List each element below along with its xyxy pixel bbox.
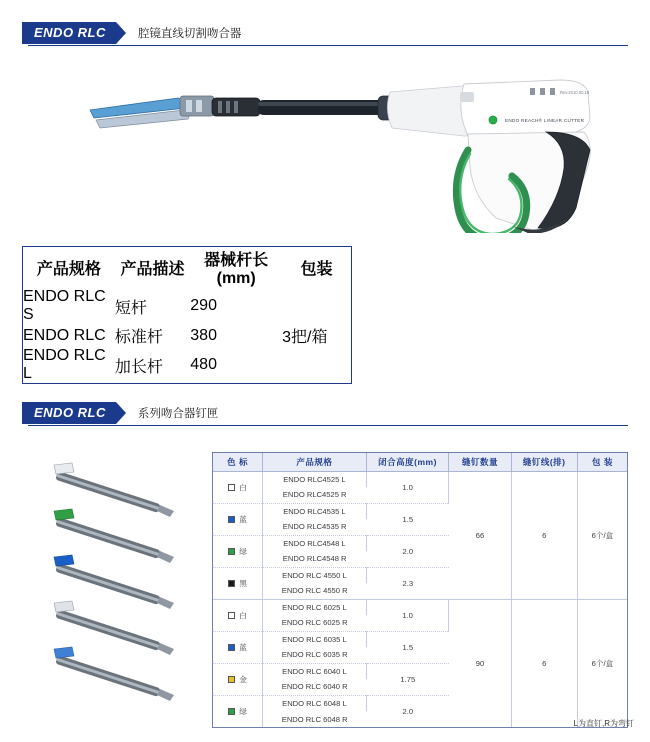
table-row: [213, 599, 627, 615]
cell-height: 1.75: [366, 663, 449, 695]
cell-model: ENDO RLC4535 R: [263, 519, 367, 535]
cell-model: ENDO RLC 6025 L: [263, 599, 367, 615]
stapler-svg: [60, 58, 620, 233]
cell-color: 蓝: [213, 503, 263, 535]
banner-divider-1: [28, 45, 628, 46]
color-swatch-green: [228, 708, 235, 715]
cell-model: ENDO RLC 4550 R: [263, 583, 367, 599]
col-shaft-length: 器械杆长(mm): [204, 252, 269, 287]
cell-model: ENDO RLC 6040 L: [263, 663, 367, 679]
col-product-spec: 产品规格: [263, 453, 367, 471]
cell-packaging: 6个/盒: [577, 471, 627, 599]
cartridge-table: [213, 453, 627, 727]
svg-text:Rev.2010.00.10: Rev.2010.00.10: [560, 90, 590, 95]
section-tag-1: ENDO RLC: [22, 22, 116, 44]
green-indicator-icon: [489, 116, 497, 124]
cell-model: ENDO RLC4525 L: [263, 471, 367, 487]
section-tag-2: ENDO RLC: [22, 402, 116, 424]
cell-color: 金: [213, 663, 263, 695]
cell-height: 1.5: [366, 503, 449, 535]
color-swatch-blue: [228, 644, 235, 651]
cartridge-table-container: [212, 452, 628, 728]
device-illustration: [60, 58, 620, 233]
cartridges-svg: [40, 455, 205, 705]
banner-divider-2: [28, 425, 628, 426]
col-product-spec: 产品规格: [36, 261, 101, 278]
footnote: L为直钉,R为弯钉: [573, 719, 634, 728]
color-swatch-gold: [228, 676, 235, 683]
color-swatch-white: [228, 484, 235, 491]
color-swatch-white: [228, 612, 235, 619]
cell-model: ENDO RLC 6040 R: [263, 679, 367, 695]
cell-model: ENDO RLC 6025 R: [263, 615, 367, 631]
cartridge-blue-2: [54, 647, 174, 701]
table-row: [23, 288, 351, 324]
color-swatch-black: [228, 580, 235, 587]
table-header-row: [213, 453, 627, 471]
cell-staple-count: 66: [449, 471, 511, 599]
svg-text:ENDO REACH® LINEAR CUTTER: ENDO REACH® LINEAR CUTTER: [505, 118, 585, 123]
cell-staple-count: 90: [449, 599, 511, 727]
col-color-label: 色 标: [213, 453, 263, 471]
cell-length: 380: [190, 326, 217, 344]
cell-model: ENDO RLC 6048 R: [281, 714, 348, 724]
color-swatch-blue: [228, 516, 235, 523]
cell-model: ENDO RLC 6035 R: [263, 647, 367, 663]
cell-color: 绿: [213, 695, 263, 727]
cell-color: 黑: [213, 567, 263, 599]
specs-table-container: [22, 246, 352, 384]
section-subtitle-1: 腔镜直线切割吻合器: [137, 28, 242, 40]
section-banner-2: [22, 402, 218, 424]
cartridge-table-body: [213, 471, 627, 727]
cell-staple-rows: 6: [511, 471, 577, 599]
cell-height: 1.0: [366, 599, 449, 631]
cell-spec: ENDO RLC S: [23, 288, 106, 323]
specs-table: [23, 247, 351, 383]
col-closed-height: 闭合高度(mm): [366, 453, 449, 471]
color-swatch-green: [228, 548, 235, 555]
cell-length: 480: [190, 356, 217, 373]
section-banner-1: [22, 22, 241, 44]
cell-height: 2.0: [402, 706, 414, 716]
cell-spec: ENDO RLC: [23, 326, 106, 344]
cell-desc: 短杆: [114, 299, 147, 317]
cell-model: ENDO RLC 6035 L: [263, 631, 367, 647]
cell-length: 290: [190, 297, 217, 314]
cell-model: ENDO RLC4535 L: [263, 503, 367, 519]
col-packaging: 包 装: [577, 453, 627, 471]
col-staple-rows: 缝钉线(排): [511, 453, 577, 471]
cell-color: 白: [213, 471, 263, 503]
cell-model: ENDO RLC 4550 L: [263, 567, 367, 583]
cell-desc: 标准杆: [114, 329, 163, 346]
cell-height: 1.0: [366, 471, 449, 503]
cell-color: 蓝: [213, 631, 263, 663]
col-staple-count: 缝钉数量: [449, 453, 511, 471]
cell-model: ENDO RLC4548 L: [263, 535, 367, 551]
cell-color: 绿: [213, 535, 263, 567]
cell-height: 2.0: [366, 535, 449, 567]
cell-packaging-merged: 3把/箱: [282, 329, 328, 346]
cell-model: ENDO RLC4548 R: [263, 551, 367, 567]
cell-color: 白: [213, 599, 263, 631]
cartridge-illustrations: [40, 455, 205, 705]
cell-height: 1.5: [366, 631, 449, 663]
table-row: [213, 471, 627, 487]
cell-model: ENDO RLC 6048 L: [263, 695, 367, 711]
col-packaging: 包装: [300, 261, 333, 278]
cell-staple-rows: 6: [511, 599, 577, 727]
cell-spec: ENDO RLC L: [23, 347, 106, 382]
cell-packaging: 6个/盒: [591, 658, 614, 668]
section-subtitle-2: 系列吻合器钉匣: [137, 408, 219, 420]
cell-height: 2.3: [366, 567, 449, 599]
table-header-row: [23, 247, 351, 288]
cell-desc: 加长杆: [114, 358, 163, 376]
col-product-desc: 产品描述: [120, 261, 185, 278]
cell-model: ENDO RLC4525 R: [263, 487, 367, 503]
